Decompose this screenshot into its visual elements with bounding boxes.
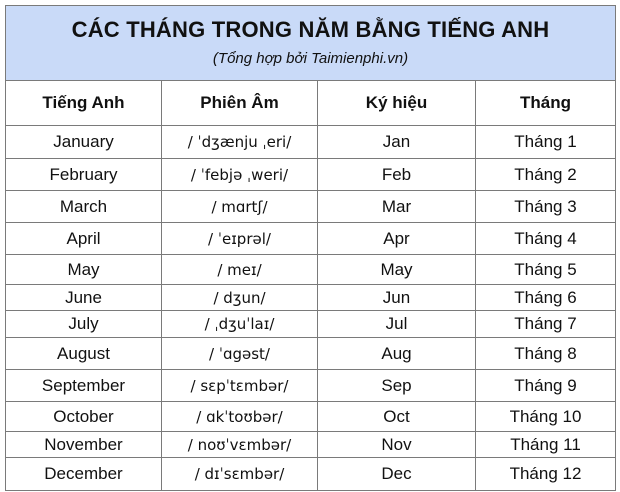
table-row <box>6 159 616 191</box>
table-row <box>6 432 616 458</box>
cell-symbol: May <box>318 255 476 285</box>
cell-english: November <box>6 432 162 458</box>
table-row <box>6 402 616 432</box>
cell-phonetic: / meɪ/ <box>162 255 318 285</box>
header-row <box>6 81 616 126</box>
cell-phonetic: / noʊˈvɛmbər/ <box>162 432 318 458</box>
cell-month: Tháng 1 <box>476 126 616 159</box>
cell-month: Tháng 5 <box>476 255 616 285</box>
cell-phonetic: / mɑrtʃ/ <box>162 191 318 223</box>
cell-phonetic: / ˌdʒuˈlaɪ/ <box>162 311 318 338</box>
cell-symbol: Nov <box>318 432 476 458</box>
cell-symbol: Oct <box>318 402 476 432</box>
cell-month: Tháng 11 <box>476 432 616 458</box>
cell-month: Tháng 10 <box>476 402 616 432</box>
cell-phonetic: / ɑkˈtoʊbər/ <box>162 402 318 432</box>
cell-english: May <box>6 255 162 285</box>
cell-phonetic: / sɛpˈtɛmbər/ <box>162 370 318 402</box>
cell-english: August <box>6 338 162 370</box>
table-row <box>6 255 616 285</box>
cell-phonetic: / ˈfebjə ˌweri/ <box>162 159 318 191</box>
header-english: Tiếng Anh <box>6 81 162 126</box>
cell-month: Tháng 12 <box>476 458 616 491</box>
cell-month: Tháng 6 <box>476 285 616 311</box>
cell-english: June <box>6 285 162 311</box>
cell-month: Tháng 2 <box>476 159 616 191</box>
cell-symbol: Dec <box>318 458 476 491</box>
cell-english: April <box>6 223 162 255</box>
cell-phonetic: / ˈeɪprəl/ <box>162 223 318 255</box>
cell-month: Tháng 3 <box>476 191 616 223</box>
cell-symbol: Sep <box>318 370 476 402</box>
table-row <box>6 191 616 223</box>
months-table <box>5 5 616 491</box>
cell-month: Tháng 8 <box>476 338 616 370</box>
title-cell <box>6 6 616 81</box>
header-phonetic: Phiên Âm <box>162 81 318 126</box>
cell-symbol: Apr <box>318 223 476 255</box>
cell-month: Tháng 9 <box>476 370 616 402</box>
cell-month: Tháng 4 <box>476 223 616 255</box>
table-row <box>6 338 616 370</box>
cell-english: December <box>6 458 162 491</box>
cell-symbol: Feb <box>318 159 476 191</box>
cell-symbol: Jun <box>318 285 476 311</box>
cell-phonetic: / dʒun/ <box>162 285 318 311</box>
table-row <box>6 223 616 255</box>
cell-symbol: Jan <box>318 126 476 159</box>
cell-english: September <box>6 370 162 402</box>
header-symbol: Ký hiệu <box>318 81 476 126</box>
cell-phonetic: / ˈdʒænju ˌeri/ <box>162 126 318 159</box>
cell-english: January <box>6 126 162 159</box>
cell-symbol: Jul <box>318 311 476 338</box>
header-month: Tháng <box>476 81 616 126</box>
cell-english: February <box>6 159 162 191</box>
table-row <box>6 370 616 402</box>
cell-english: July <box>6 311 162 338</box>
cell-phonetic: / dɪˈsɛmbər/ <box>162 458 318 491</box>
table-row <box>6 311 616 338</box>
page-subtitle: (Tổng hợp bởi Taimienphi.vn) <box>212 50 409 67</box>
table-row <box>6 285 616 311</box>
cell-english: March <box>6 191 162 223</box>
page-title: CÁC THÁNG TRONG NĂM BẰNG TIẾNG ANH <box>71 17 550 42</box>
table-row <box>6 126 616 159</box>
title-row <box>6 6 616 81</box>
table-row <box>6 458 616 491</box>
cell-english: October <box>6 402 162 432</box>
cell-symbol: Aug <box>318 338 476 370</box>
cell-month: Tháng 7 <box>476 311 616 338</box>
cell-symbol: Mar <box>318 191 476 223</box>
cell-phonetic: / ˈɑgəst/ <box>162 338 318 370</box>
